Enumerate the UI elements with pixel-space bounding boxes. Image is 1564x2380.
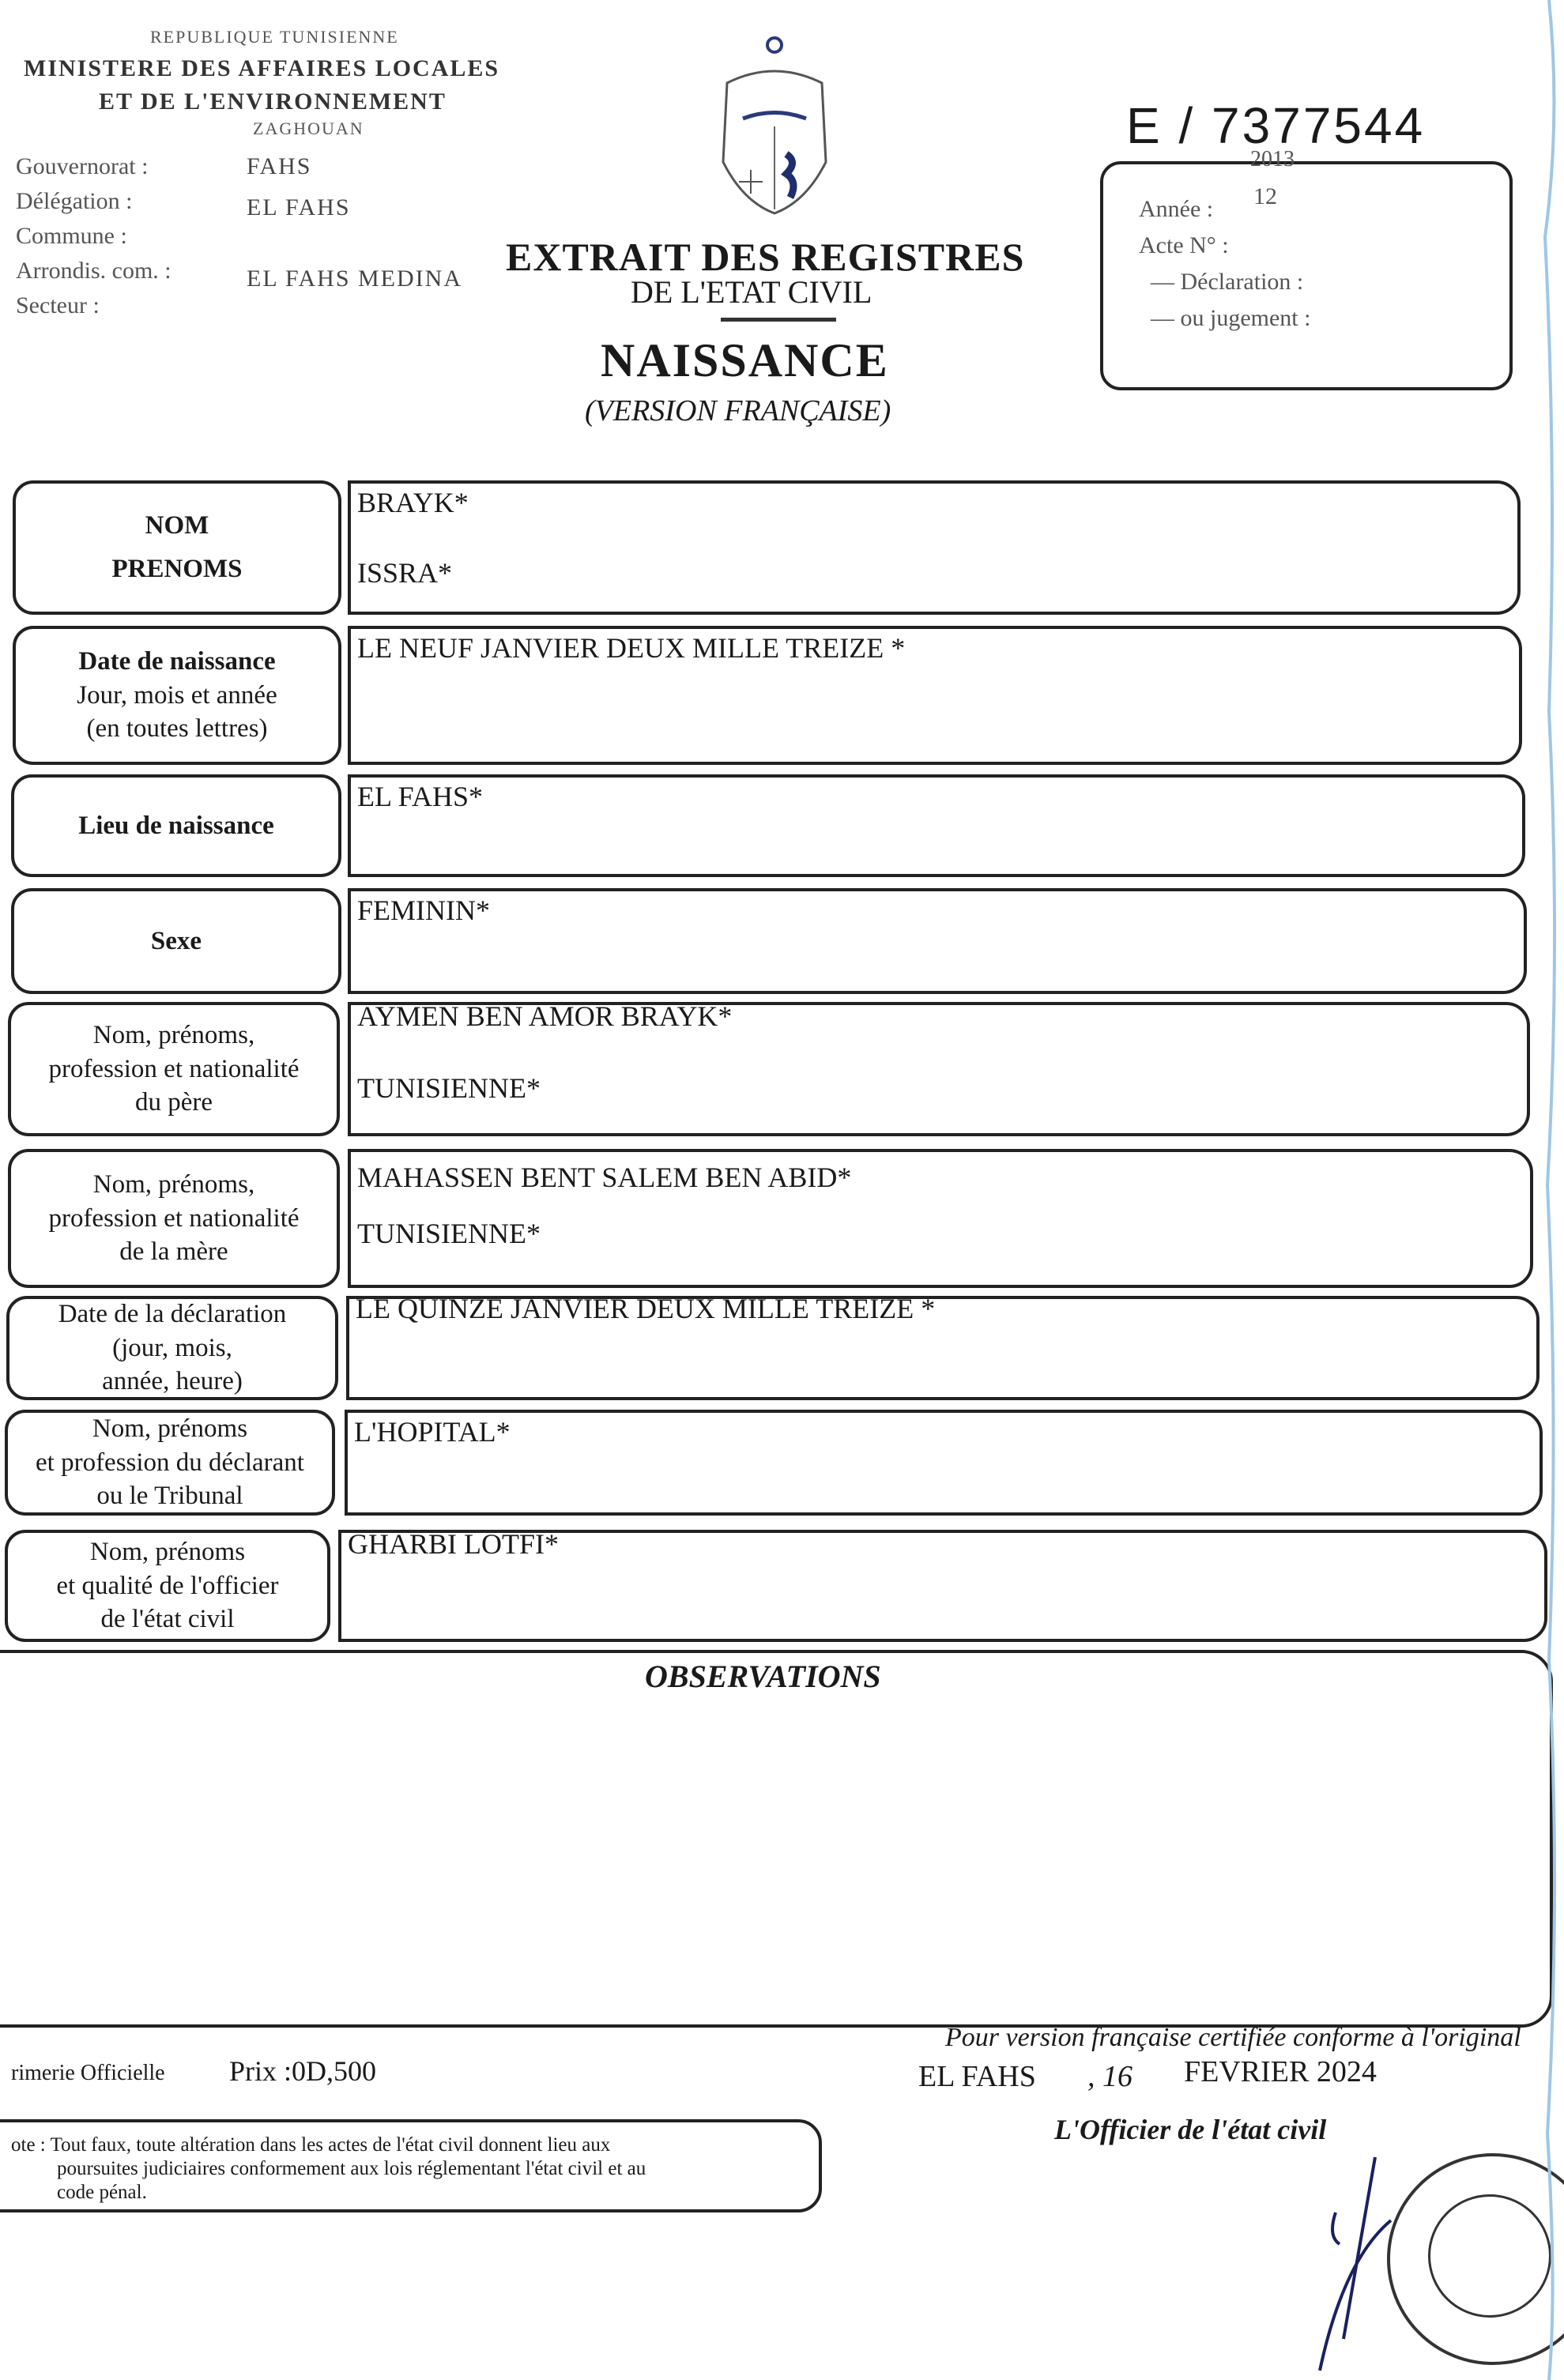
commune-label: Commune : [16, 223, 127, 249]
label-line: Lieu de naissance [78, 811, 274, 840]
label-line: Date de naissance [78, 646, 276, 676]
value-declarant [345, 1410, 1543, 1516]
officer-title: L'Officier de l'état civil [1054, 2114, 1327, 2145]
value-date-declaration [346, 1293, 1540, 1400]
extract-title: EXTRAIT DES REGISTRES [506, 235, 1025, 279]
value-lieu-naissance [348, 774, 1525, 877]
value-mere [348, 1149, 1533, 1288]
label-line: Nom, prénoms [92, 1414, 248, 1443]
arrondissement-value: EL FAHS MEDINA [247, 265, 462, 292]
label-line: et profession du déclarant [36, 1448, 304, 1477]
acte-label: Acte N° : [1139, 232, 1229, 258]
coat-of-arms-icon [695, 28, 854, 217]
acte-box [1100, 147, 1513, 390]
label-line: Nom, prénoms [89, 1537, 246, 1566]
label-line: PRENOMS [111, 555, 243, 583]
arrondissement-label: Arrondis. com. : [16, 258, 171, 284]
label-line: Jour, mois et année [77, 680, 277, 710]
note-line3: code pénal. [57, 2182, 147, 2203]
label-date-naissance [13, 626, 341, 765]
price-label: Prix :0D,500 [229, 2055, 377, 2087]
label-line: de l'état civil [100, 1605, 235, 1634]
day-label: , 16 [1087, 2060, 1132, 2093]
label-line: Sexe [150, 926, 202, 955]
secteur-label: Secteur : [16, 292, 100, 318]
label-lieu-naissance [11, 774, 341, 877]
label-line: NOM [145, 511, 209, 540]
prenoms-value: ISSRA* [357, 556, 453, 589]
jugement-label: — ou jugement : [1151, 305, 1311, 331]
place-label: EL FAHS [918, 2060, 1036, 2093]
label-line: du père [134, 1088, 213, 1117]
label-pere [8, 1002, 340, 1136]
extract-subtitle: DE L'ETAT CIVIL [631, 274, 872, 310]
month-year-label: FEVRIER 2024 [1184, 2055, 1377, 2088]
region-label: ZAGHOUAN [253, 119, 364, 138]
value-pere [348, 1002, 1530, 1136]
label-line: ou le Tribunal [96, 1482, 243, 1511]
value-sexe [348, 888, 1527, 994]
ministry-line1: MINISTERE DES AFFAIRES LOCALES [24, 55, 500, 81]
declaration-label: — Déclaration : [1151, 269, 1304, 295]
date-naissance-value: LE NEUF JANVIER DEUX MILLE TREIZE * [357, 632, 906, 664]
ministry-line2: ET DE L'ENVIRONNEMENT [99, 88, 447, 115]
nom-value: BRAYK* [357, 487, 469, 518]
label-line: (en toutes lettres) [86, 714, 268, 744]
label-line: et qualité de l'officier [56, 1571, 279, 1600]
officier-value: GHARBI LOTFI* [348, 1528, 559, 1560]
annee-value: 12 [1253, 183, 1277, 209]
label-line: de la mère [119, 1237, 228, 1267]
lieu-naissance-value: EL FAHS* [357, 781, 484, 812]
observations-box [0, 1650, 1553, 2028]
certified-text: Pour version française certifiée conforme à l'original [945, 2023, 1521, 2052]
declarant-value: L'HOPITAL* [354, 1416, 511, 1448]
mere-nom-value: MAHASSEN BENT SALEM BEN ABID* [357, 1162, 852, 1193]
delegation-label: Délégation : [16, 188, 133, 214]
label-mere [8, 1149, 340, 1288]
note-line2: poursuites judiciaires conformement aux lois réglementant l'état civil et au [57, 2158, 646, 2179]
annee-label: Année : [1139, 196, 1214, 222]
label-line: (jour, mois, [112, 1333, 232, 1362]
label-nom-prenoms [13, 480, 341, 615]
label-line: Nom, prénoms, [92, 1020, 255, 1049]
republic-label: REPUBLIQUE TUNISIENNE [150, 27, 399, 47]
security-pattern-icon [1533, 0, 1564, 2380]
note-line1: Tout faux, toute altération dans les actes de l'état civil donnent lieu aux [50, 2134, 611, 2156]
date-declaration-value: LE QUINZE JANVIER DEUX MILLE TREIZE * [356, 1293, 936, 1324]
gouvernorat-value: FAHS [247, 153, 312, 179]
delegation-value: EL FAHS [247, 194, 351, 220]
label-declarant [5, 1410, 335, 1516]
label-officier [5, 1530, 330, 1642]
version-label: (VERSION FRANÇAISE) [585, 394, 891, 427]
label-line: profession et nationalité [48, 1054, 300, 1083]
value-nom-prenoms [348, 480, 1521, 615]
note-prefix: ote : [11, 2134, 46, 2156]
printer-label: rimerie Officielle [11, 2061, 165, 2085]
serial-number: E / 7377544 [1126, 97, 1426, 154]
mere-nationalite-value: TUNISIENNE* [357, 1217, 541, 1249]
title-divider [721, 318, 836, 322]
year-value: 2013 [1250, 147, 1295, 171]
label-line: Nom, prénoms, [92, 1169, 255, 1199]
gouvernorat-label: Gouvernorat : [16, 153, 149, 179]
value-officier [338, 1530, 1547, 1642]
label-line: Date de la déclaration [58, 1299, 287, 1328]
label-line: année, heure) [102, 1367, 243, 1396]
label-sexe [11, 888, 341, 994]
document-type: NAISSANCE [601, 334, 889, 386]
pere-nom-value: AYMEN BEN AMOR BRAYK* [357, 1000, 733, 1032]
observations-label: OBSERVATIONS [645, 1659, 881, 1694]
label-line: profession et nationalité [48, 1203, 300, 1233]
label-date-declaration [6, 1296, 338, 1400]
legal-note-box [0, 2119, 822, 2212]
sexe-value: FEMININ* [357, 894, 490, 926]
pere-nationalite-value: TUNISIENNE* [357, 1071, 541, 1104]
value-date-naissance [348, 626, 1522, 765]
